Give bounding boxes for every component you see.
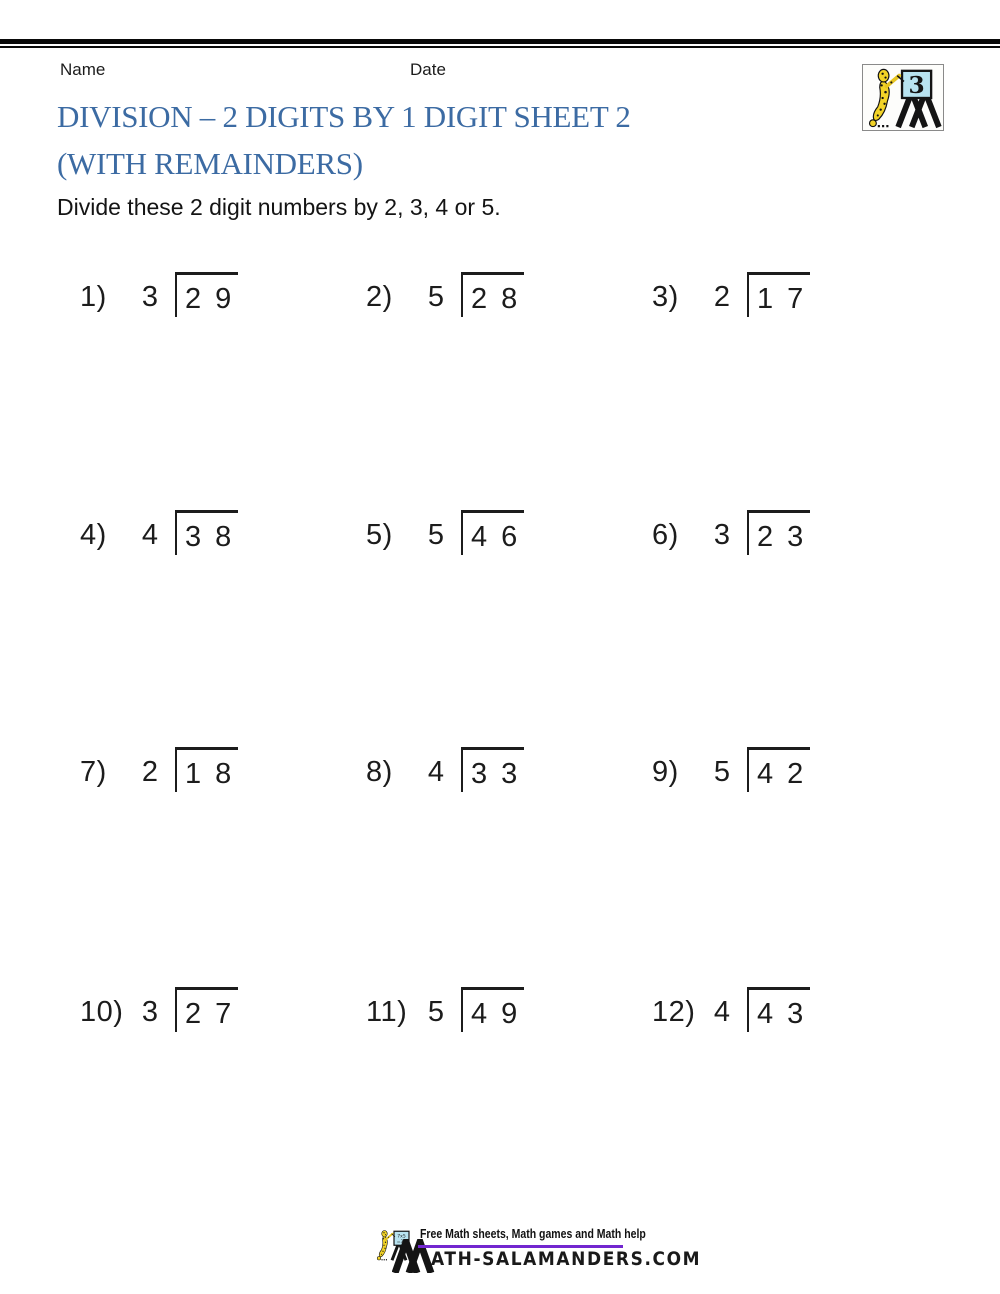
divisor: 3 — [141, 996, 158, 1028]
problem-number: 6) — [652, 519, 679, 551]
instructions-text: Divide these 2 digit numbers by 2, 3, 4 or 5. — [57, 194, 501, 220]
division-bracket — [747, 747, 810, 792]
problem-2 — [366, 272, 651, 334]
dividend: 4 6 — [471, 521, 521, 553]
division-bracket — [747, 272, 810, 317]
problem-12 — [652, 987, 937, 1049]
salamander-easel-icon — [863, 65, 943, 130]
problem-10 — [80, 987, 365, 1049]
problem-8 — [366, 747, 651, 809]
problem-7 — [80, 747, 365, 809]
top-border-thin — [0, 46, 1000, 48]
problem-11 — [366, 987, 651, 1049]
divisor: 4 — [713, 996, 730, 1028]
problem-number: 7) — [80, 756, 107, 788]
division-bracket — [461, 987, 524, 1032]
problem-6 — [652, 510, 937, 572]
dividend: 2 8 — [471, 283, 521, 315]
dividend: 2 9 — [185, 283, 235, 315]
problem-3 — [652, 272, 937, 334]
division-bracket — [461, 272, 524, 317]
problem-5 — [366, 510, 651, 572]
footer-site-name: ATH-SALAMANDERS.COM — [431, 1248, 702, 1271]
divisor: 5 — [427, 281, 444, 313]
problem-number: 10) — [80, 996, 124, 1028]
division-bracket — [175, 510, 238, 555]
dividend: 2 3 — [757, 521, 807, 553]
dividend: 2 7 — [185, 998, 235, 1030]
problem-number: 12) — [652, 996, 696, 1028]
divisor: 5 — [713, 756, 730, 788]
dividend: 3 3 — [471, 758, 521, 790]
footer-board-line1: 7x5 — [397, 1234, 406, 1240]
grade-number: 3 — [908, 72, 925, 100]
division-bracket — [175, 272, 238, 317]
problem-number: 5) — [366, 519, 393, 551]
dividend: 3 8 — [185, 521, 235, 553]
problem-number: 3) — [652, 281, 679, 313]
divisor: 2 — [713, 281, 730, 313]
problem-number: 11) — [366, 996, 408, 1028]
dividend: 1 7 — [757, 283, 807, 315]
division-bracket — [175, 987, 238, 1032]
top-border-thick — [0, 39, 1000, 44]
dividend: 4 9 — [471, 998, 521, 1030]
problem-1 — [80, 272, 365, 334]
dividend: 4 3 — [757, 998, 807, 1030]
grade-badge-logo — [862, 64, 944, 131]
division-bracket — [747, 987, 810, 1032]
divisor: 3 — [141, 281, 158, 313]
dividend: 4 2 — [757, 758, 807, 790]
footer-tagline: Free Math sheets, Math games and Math help — [420, 1227, 646, 1241]
divisor: 5 — [427, 519, 444, 551]
division-bracket — [461, 510, 524, 555]
problem-number: 9) — [652, 756, 679, 788]
page-subtitle: (WITH REMAINDERS) — [57, 146, 363, 181]
division-bracket — [175, 747, 238, 792]
page-title: DIVISION – 2 DIGITS BY 1 DIGIT SHEET 2 — [57, 99, 631, 134]
problem-4 — [80, 510, 365, 572]
divisor: 3 — [713, 519, 730, 551]
date-label: Date — [410, 60, 446, 79]
divisor: 4 — [141, 519, 158, 551]
division-bracket — [747, 510, 810, 555]
problem-number: 1) — [80, 281, 107, 313]
divisor: 4 — [427, 756, 444, 788]
division-bracket — [461, 747, 524, 792]
divisor: 5 — [427, 996, 444, 1028]
problem-number: 8) — [366, 756, 393, 788]
problem-number: 2) — [366, 281, 393, 313]
footer-board-line2: =35 — [396, 1239, 407, 1245]
problem-number: 4) — [80, 519, 107, 551]
problem-9 — [652, 747, 937, 809]
name-label: Name — [60, 60, 106, 79]
divisor: 2 — [141, 756, 158, 788]
dividend: 1 8 — [185, 758, 235, 790]
